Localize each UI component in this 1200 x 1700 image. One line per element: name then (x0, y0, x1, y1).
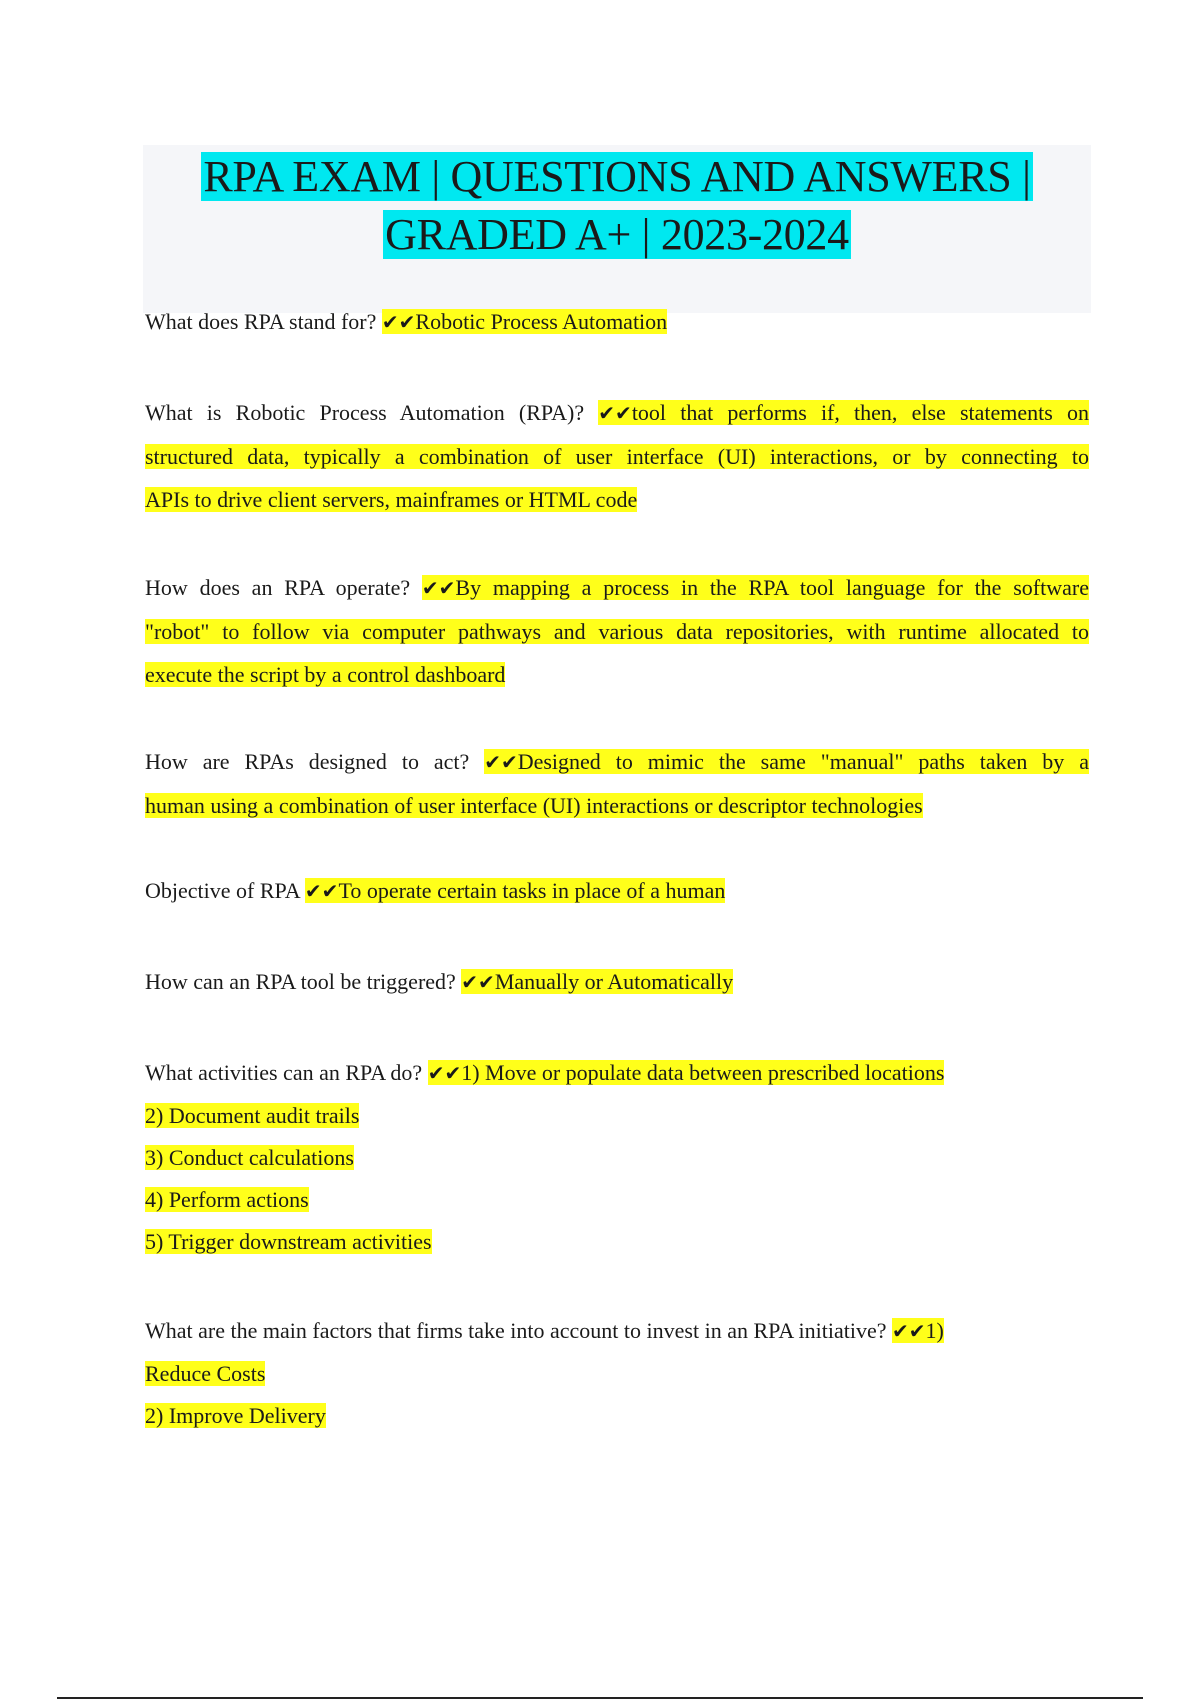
question-text: What activities can an RPA do? (145, 1060, 428, 1085)
qa-line (145, 1095, 1089, 1137)
answer-highlight (422, 575, 1089, 600)
answer-text: APIs to drive client servers, mainframes or HTML code (145, 487, 638, 512)
qa-item-1 (145, 300, 1089, 344)
question-text: What is Robotic Process Automation (RPA)? (145, 400, 599, 425)
qa-item-4 (145, 740, 1089, 828)
qa-line (145, 1221, 1089, 1263)
double-check-icon: ✔✔ (461, 970, 495, 994)
answer-text: To operate certain tasks in place of a human (338, 878, 726, 903)
answer-text: "robot" to follow via computer pathways and various data repositories, with runtime allocated to (145, 619, 1089, 644)
qa-line (145, 654, 1089, 696)
qa-line (145, 1309, 1089, 1353)
answer-text: 2) Improve Delivery (145, 1403, 326, 1428)
qa-line (145, 869, 1089, 913)
qa-line (145, 1137, 1089, 1179)
qa-line (145, 960, 1089, 1004)
qa-line (145, 1179, 1089, 1221)
qa-line (145, 1395, 1089, 1437)
qa-line (145, 784, 1089, 828)
question-text: How can an RPA tool be triggered? (145, 969, 462, 994)
answer-text: 4) Perform actions (145, 1187, 309, 1212)
page-title-line-2 (143, 207, 1091, 263)
question-text: How does an RPA operate? (145, 575, 422, 600)
answer-highlight (892, 1318, 944, 1343)
question-text: What are the main factors that firms take into account to invest in an RPA initiative? (145, 1318, 892, 1343)
page-title-line-1 (143, 149, 1091, 205)
double-check-icon: ✔✔ (421, 576, 456, 600)
answer-highlight (461, 969, 733, 994)
answer-text: Reduce Costs (145, 1361, 266, 1386)
answer-text: 3) Conduct calculations (145, 1145, 354, 1170)
question-text: What does RPA stand for? (145, 309, 382, 334)
qa-line (145, 1051, 1089, 1095)
double-check-icon: ✔✔ (427, 1061, 462, 1085)
answer-text: execute the script by a control dashboard (145, 662, 506, 687)
qa-item-8 (145, 1309, 1089, 1437)
double-check-icon: ✔✔ (598, 401, 632, 425)
answer-highlight (382, 309, 667, 334)
qa-item-5 (145, 869, 1089, 913)
answer-text: By mapping a process in the RPA tool language for the software (455, 575, 1089, 600)
qa-line (145, 740, 1089, 784)
qa-item-3 (145, 566, 1089, 696)
qa-line (145, 391, 1089, 435)
qa-line (145, 566, 1089, 610)
answer-text: 5) Trigger downstream activities (145, 1229, 432, 1254)
qa-item-6 (145, 960, 1089, 1004)
answer-text: 2) Document audit trails (145, 1103, 360, 1128)
double-check-icon: ✔✔ (304, 879, 339, 903)
answer-text: 1) (925, 1318, 944, 1343)
answer-text: human using a combination of user interface (UI) interactions or descriptor technologies (145, 793, 923, 818)
answer-text: tool that performs if, then, else statements on (631, 400, 1090, 425)
footer-divider (57, 1697, 1143, 1699)
answer-highlight (428, 1060, 945, 1085)
qa-item-2 (145, 391, 1089, 521)
question-text: Objective of RPA (145, 878, 305, 903)
answer-text: Robotic Process Automation (415, 309, 668, 334)
qa-line (145, 610, 1089, 654)
qa-line (145, 435, 1089, 479)
title-text-1: RPA EXAM | QUESTIONS AND ANSWERS | (203, 152, 1031, 201)
qa-line (145, 479, 1089, 521)
qa-line (145, 1353, 1089, 1395)
answer-highlight (598, 400, 1089, 425)
qa-line (145, 300, 1089, 344)
double-check-icon: ✔✔ (892, 1319, 926, 1343)
answer-text: Designed to mimic the same "manual" paths taken by a (517, 749, 1089, 774)
answer-highlight (305, 878, 725, 903)
answer-text: 1) Move or populate data between prescribed locations (461, 1060, 945, 1085)
title-text-2: GRADED A+ | 2023-2024 (385, 210, 849, 259)
qa-item-7 (145, 1051, 1089, 1263)
answer-text: Manually or Automatically (494, 969, 734, 994)
double-check-icon: ✔✔ (484, 750, 518, 774)
double-check-icon: ✔✔ (381, 310, 416, 334)
answer-highlight (484, 749, 1089, 774)
question-text: How are RPAs designed to act? (145, 749, 485, 774)
title-banner (143, 145, 1091, 313)
answer-text: structured data, typically a combination of user interface (UI) interactions, or by connecting to (145, 444, 1089, 469)
